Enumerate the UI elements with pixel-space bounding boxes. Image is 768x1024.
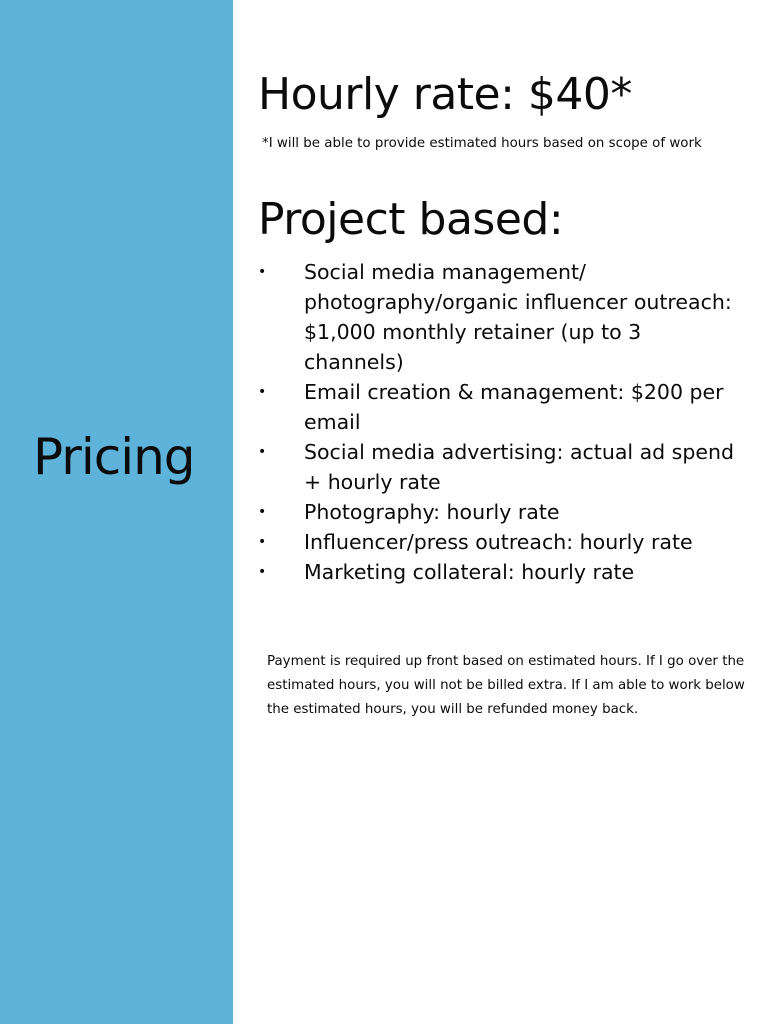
project-item-influencer-outreach xyxy=(258,527,738,557)
project-item-advertising xyxy=(258,437,738,497)
project-item-text: Marketing collateral: hourly rate xyxy=(304,560,635,584)
project-item-text: Influencer/press outreach: hourly rate xyxy=(304,530,693,554)
hourly-rate-heading: Hourly rate: $40* xyxy=(258,69,632,120)
bullet-icon: • xyxy=(258,264,267,280)
bullet-icon: • xyxy=(258,444,267,460)
project-item-text: Social media management/ photography/organic influencer outreach: $1,000 monthly retainer (up to 3 channels) xyxy=(304,260,732,374)
project-item-photography xyxy=(258,497,738,527)
sidebar-title: Pricing xyxy=(33,428,195,486)
bullet-icon: • xyxy=(258,534,267,550)
project-based-heading: Project based: xyxy=(258,194,564,245)
project-list xyxy=(258,257,738,587)
bullet-icon: • xyxy=(258,384,267,400)
bullet-icon: • xyxy=(258,564,267,580)
hourly-rate-note: *I will be able to provide estimated hours based on scope of work xyxy=(262,136,702,151)
project-item-email xyxy=(258,377,738,437)
project-item-social-media xyxy=(258,257,738,377)
sidebar-panel xyxy=(0,0,233,1024)
project-item-text: Email creation & management: $200 per email xyxy=(304,380,724,434)
project-item-marketing-collateral xyxy=(258,557,738,587)
bullet-icon: • xyxy=(258,504,267,520)
pricing-content xyxy=(258,0,753,1024)
project-item-text: Photography: hourly rate xyxy=(304,500,560,524)
payment-note: Payment is required up front based on estimated hours. If I go over the estimated hours, you will not be billed extra. If I am able to work below the estimated hours, you will be refunded money back. xyxy=(267,654,745,717)
project-item-text: Social media advertising: actual ad spend + hourly rate xyxy=(304,440,734,494)
